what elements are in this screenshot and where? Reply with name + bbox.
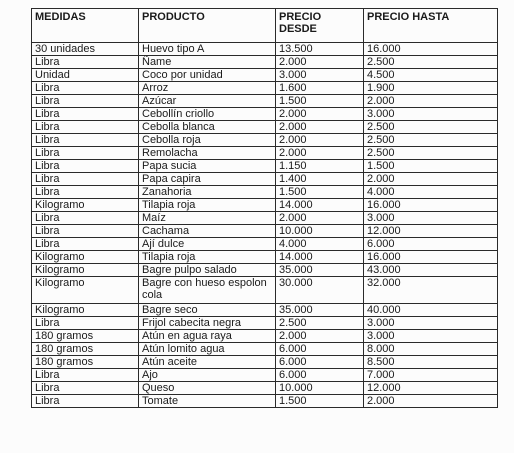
- cell-product: Queso: [139, 382, 276, 395]
- cell-price-to: 16.000: [364, 199, 498, 212]
- table-row: [32, 121, 498, 134]
- cell-product: Tilapia roja: [139, 251, 276, 264]
- cell-price-from: 35.000: [276, 304, 364, 317]
- cell-price-to: 2.500: [364, 121, 498, 134]
- table-row: [32, 147, 498, 160]
- table-row: [32, 317, 498, 330]
- table-row: [32, 134, 498, 147]
- table-row: [32, 82, 498, 95]
- table-row: [32, 225, 498, 238]
- cell-price-to: 1.900: [364, 82, 498, 95]
- cell-price-to: 1.500: [364, 160, 498, 173]
- cell-measure: Libra: [32, 134, 139, 147]
- cell-product: Ají dulce: [139, 238, 276, 251]
- table-row: [32, 56, 498, 69]
- cell-measure: Kilogramo: [32, 251, 139, 264]
- cell-product: Cebolla blanca: [139, 121, 276, 134]
- cell-product: Cachama: [139, 225, 276, 238]
- table-row: [32, 173, 498, 186]
- cell-measure: Libra: [32, 173, 139, 186]
- cell-price-to: 16.000: [364, 251, 498, 264]
- table-row: [32, 343, 498, 356]
- cell-measure: Kilogramo: [32, 199, 139, 212]
- table-row: [32, 277, 498, 304]
- table-row: [32, 69, 498, 82]
- cell-price-to: 2.000: [364, 395, 498, 408]
- cell-price-from: 30.000: [276, 277, 364, 304]
- cell-product: Frijol cabecita negra: [139, 317, 276, 330]
- cell-price-from: 4.000: [276, 238, 364, 251]
- table-row: [32, 356, 498, 369]
- table-row: [32, 369, 498, 382]
- cell-price-to: 16.000: [364, 43, 498, 56]
- cell-price-from: 13.500: [276, 43, 364, 56]
- cell-price-from: 6.000: [276, 343, 364, 356]
- cell-price-to: 40.000: [364, 304, 498, 317]
- cell-price-to: 7.000: [364, 369, 498, 382]
- cell-measure: Libra: [32, 395, 139, 408]
- cell-product: Tomate: [139, 395, 276, 408]
- table-row: [32, 43, 498, 56]
- price-table: [31, 8, 498, 408]
- table-body: [32, 43, 498, 408]
- cell-price-to: 4.000: [364, 186, 498, 199]
- cell-measure: Libra: [32, 82, 139, 95]
- cell-price-from: 2.000: [276, 212, 364, 225]
- cell-price-from: 10.000: [276, 225, 364, 238]
- cell-price-from: 3.000: [276, 69, 364, 82]
- cell-product: Papa capira: [139, 173, 276, 186]
- cell-product: Atún en agua raya: [139, 330, 276, 343]
- cell-measure: Libra: [32, 186, 139, 199]
- cell-product: Cebollín criollo: [139, 108, 276, 121]
- table-row: [32, 199, 498, 212]
- cell-measure: Libra: [32, 95, 139, 108]
- table-row: [32, 251, 498, 264]
- cell-price-from: 6.000: [276, 369, 364, 382]
- cell-price-to: 12.000: [364, 382, 498, 395]
- cell-price-from: 14.000: [276, 199, 364, 212]
- table-row: [32, 95, 498, 108]
- cell-product: Azúcar: [139, 95, 276, 108]
- cell-price-to: 6.000: [364, 238, 498, 251]
- cell-product: Coco por unidad: [139, 69, 276, 82]
- cell-price-from: 6.000: [276, 356, 364, 369]
- header-product: PRODUCTO: [139, 9, 276, 43]
- cell-price-to: 4.500: [364, 69, 498, 82]
- cell-price-from: 14.000: [276, 251, 364, 264]
- cell-measure: Libra: [32, 147, 139, 160]
- cell-price-to: 2.500: [364, 56, 498, 69]
- cell-measure: Libra: [32, 238, 139, 251]
- cell-measure: Unidad: [32, 69, 139, 82]
- cell-price-to: 12.000: [364, 225, 498, 238]
- cell-measure: Libra: [32, 317, 139, 330]
- cell-measure: 180 gramos: [32, 356, 139, 369]
- cell-price-from: 35.000: [276, 264, 364, 277]
- cell-price-to: 2.500: [364, 147, 498, 160]
- cell-product: Arroz: [139, 82, 276, 95]
- cell-measure: Libra: [32, 369, 139, 382]
- cell-price-to: 2.000: [364, 95, 498, 108]
- cell-measure: Kilogramo: [32, 304, 139, 317]
- cell-measure: Kilogramo: [32, 277, 139, 304]
- table-row: [32, 108, 498, 121]
- cell-product: Maíz: [139, 212, 276, 225]
- cell-product: Atún aceite: [139, 356, 276, 369]
- cell-measure: 180 gramos: [32, 343, 139, 356]
- cell-price-from: 1.500: [276, 186, 364, 199]
- cell-measure: Libra: [32, 212, 139, 225]
- cell-price-to: 8.500: [364, 356, 498, 369]
- cell-product: Tilapia roja: [139, 199, 276, 212]
- cell-price-to: 3.000: [364, 108, 498, 121]
- table-row: [32, 264, 498, 277]
- cell-product: Bagre pulpo salado: [139, 264, 276, 277]
- table-row: [32, 238, 498, 251]
- cell-measure: Libra: [32, 382, 139, 395]
- cell-measure: Libra: [32, 108, 139, 121]
- cell-price-to: 8.000: [364, 343, 498, 356]
- table-row: [32, 395, 498, 408]
- cell-product: Zanahoria: [139, 186, 276, 199]
- cell-price-to: 32.000: [364, 277, 498, 304]
- cell-price-from: 1.400: [276, 173, 364, 186]
- cell-product: Bagre seco: [139, 304, 276, 317]
- cell-price-from: 2.000: [276, 108, 364, 121]
- header-price-to: PRECIO HASTA: [364, 9, 498, 43]
- header-measure: MEDIDAS: [32, 9, 139, 43]
- cell-measure: 30 unidades: [32, 43, 139, 56]
- cell-price-from: 1.150: [276, 160, 364, 173]
- cell-price-from: 2.000: [276, 121, 364, 134]
- cell-product: Papa sucia: [139, 160, 276, 173]
- cell-measure: Kilogramo: [32, 264, 139, 277]
- cell-price-from: 2.500: [276, 317, 364, 330]
- cell-price-to: 3.000: [364, 317, 498, 330]
- cell-price-from: 2.000: [276, 56, 364, 69]
- cell-price-from: 1.600: [276, 82, 364, 95]
- cell-product: Remolacha: [139, 147, 276, 160]
- header-price-from: PRECIO DESDE: [276, 9, 364, 43]
- cell-price-to: 43.000: [364, 264, 498, 277]
- cell-price-to: 2.000: [364, 173, 498, 186]
- table-row: [32, 304, 498, 317]
- table-row: [32, 186, 498, 199]
- cell-price-to: 3.000: [364, 212, 498, 225]
- cell-price-from: 1.500: [276, 395, 364, 408]
- cell-price-from: 2.000: [276, 134, 364, 147]
- cell-product: Cebolla roja: [139, 134, 276, 147]
- cell-product: Bagre con hueso espolon cola: [139, 277, 276, 304]
- cell-price-from: 2.000: [276, 330, 364, 343]
- cell-price-to: 2.500: [364, 134, 498, 147]
- cell-price-from: 10.000: [276, 382, 364, 395]
- cell-measure: Libra: [32, 121, 139, 134]
- table-row: [32, 160, 498, 173]
- cell-product: Huevo tipo A: [139, 43, 276, 56]
- cell-measure: Libra: [32, 56, 139, 69]
- cell-price-to: 3.000: [364, 330, 498, 343]
- table-row: [32, 330, 498, 343]
- cell-product: Ajo: [139, 369, 276, 382]
- table-row: [32, 212, 498, 225]
- table-row: [32, 382, 498, 395]
- cell-price-from: 2.000: [276, 147, 364, 160]
- cell-measure: 180 gramos: [32, 330, 139, 343]
- cell-product: Atún lomito agua: [139, 343, 276, 356]
- cell-measure: Libra: [32, 160, 139, 173]
- table-header-row: [32, 9, 498, 43]
- cell-price-from: 1.500: [276, 95, 364, 108]
- cell-product: Ñame: [139, 56, 276, 69]
- cell-measure: Libra: [32, 225, 139, 238]
